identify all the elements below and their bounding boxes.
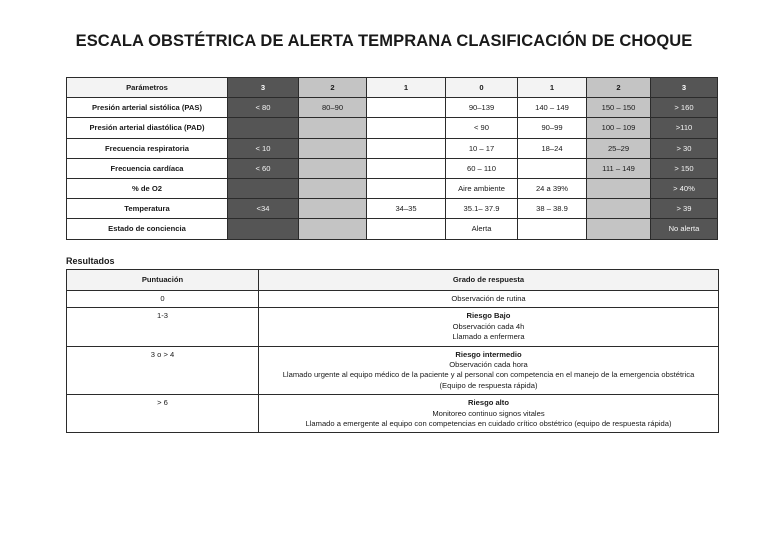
score-cell: < 90 — [446, 118, 518, 138]
score-cell: 18–24 — [518, 138, 587, 158]
response-grade — [259, 308, 719, 346]
results-row — [67, 291, 719, 308]
score-cell: 10 – 17 — [446, 138, 518, 158]
header-cell: 2 — [299, 78, 367, 98]
score-cell — [367, 138, 446, 158]
score-cell: <34 — [228, 199, 299, 219]
parameters-row — [67, 178, 718, 198]
score-cell: < 80 — [228, 98, 299, 118]
parameter-label: Presión arterial sistólica (PAS) — [67, 98, 228, 118]
score-cell: < 10 — [228, 138, 299, 158]
score-cell — [228, 118, 299, 138]
response-line: Observación de rutina — [451, 294, 526, 303]
score-cell: > 150 — [651, 158, 718, 178]
score-cell — [587, 178, 651, 198]
score-cell — [518, 219, 587, 239]
score-cell — [299, 118, 367, 138]
response-grade — [259, 346, 719, 395]
score-cell — [299, 199, 367, 219]
score-cell: < 60 — [228, 158, 299, 178]
score-cell — [299, 219, 367, 239]
results-title: Resultados — [66, 256, 115, 266]
header-cell: 3 — [651, 78, 718, 98]
response-line: Llamado urgente al equipo médico de la paciente y al personal con competencia en el manejo de la emergencia obstétrica — [282, 370, 695, 380]
score-cell: > 30 — [651, 138, 718, 158]
score-cell: 34–35 — [367, 199, 446, 219]
results-header-cell: Puntuación — [67, 270, 259, 291]
response-grade — [259, 395, 719, 433]
score-cell: 60 – 110 — [446, 158, 518, 178]
page-title: ESCALA OBSTÉTRICA DE ALERTA TEMPRANA CLASIFICACIÓN DE CHOQUE — [75, 32, 693, 50]
results-header-row — [67, 270, 719, 291]
score-cell: 111 – 149 — [587, 158, 651, 178]
score-cell — [299, 138, 367, 158]
risk-level: Riesgo Bajo — [466, 311, 511, 321]
header-cell: 1 — [367, 78, 446, 98]
score-cell — [587, 219, 651, 239]
score-range: 1-3 — [67, 308, 259, 346]
score-cell: > 39 — [651, 199, 718, 219]
score-cell — [367, 219, 446, 239]
parameters-table — [66, 77, 718, 240]
parameter-label: Frecuencia cardíaca — [67, 158, 228, 178]
score-cell: 140 – 149 — [518, 98, 587, 118]
score-cell: 38 – 38.9 — [518, 199, 587, 219]
parameter-label: Presión arterial diastólica (PAD) — [67, 118, 228, 138]
score-cell: 90–139 — [446, 98, 518, 118]
parameters-row — [67, 138, 718, 158]
parameters-row — [67, 199, 718, 219]
response-line: Monitoreo continuo signos vitales — [432, 408, 545, 418]
score-cell — [228, 219, 299, 239]
score-cell: 24 a 39% — [518, 178, 587, 198]
score-cell — [518, 158, 587, 178]
response-line: Llamado a enfermera — [452, 332, 525, 342]
score-cell — [367, 118, 446, 138]
header-cell: 1 — [518, 78, 587, 98]
response-line: Llamado a emergente al equipo con competencias en cuidado crítico obstétrico (equipo de respuesta rápida) — [305, 419, 672, 429]
risk-level: Riesgo alto — [468, 398, 509, 408]
score-cell: > 40% — [651, 178, 718, 198]
response-line: (Equipo de respuesta rápida) — [439, 380, 538, 390]
response-line: Observación cada hora — [449, 360, 528, 370]
results-table — [66, 269, 719, 433]
response-grade — [259, 291, 719, 308]
score-cell — [587, 199, 651, 219]
score-cell: 90–99 — [518, 118, 587, 138]
parameter-label: Frecuencia respiratoria — [67, 138, 228, 158]
score-range: 3 o > 4 — [67, 346, 259, 395]
score-cell — [228, 178, 299, 198]
header-cell: 3 — [228, 78, 299, 98]
score-cell: 35.1– 37.9 — [446, 199, 518, 219]
score-cell: No alerta — [651, 219, 718, 239]
score-cell: > 160 — [651, 98, 718, 118]
score-cell — [367, 98, 446, 118]
parameters-row — [67, 118, 718, 138]
header-cell: 2 — [587, 78, 651, 98]
score-range: > 6 — [67, 395, 259, 433]
header-cell: 0 — [446, 78, 518, 98]
score-cell: 80–90 — [299, 98, 367, 118]
header-cell: Parámetros — [67, 78, 228, 98]
results-row — [67, 308, 719, 346]
response-line: Observación cada 4h — [452, 321, 525, 331]
parameter-label: % de O2 — [67, 178, 228, 198]
score-cell — [299, 158, 367, 178]
score-range: 0 — [67, 291, 259, 308]
score-cell: >110 — [651, 118, 718, 138]
score-cell: 150 – 150 — [587, 98, 651, 118]
parameters-row — [67, 219, 718, 239]
results-row — [67, 395, 719, 433]
score-cell — [367, 158, 446, 178]
parameter-label: Estado de conciencia — [67, 219, 228, 239]
score-cell — [367, 178, 446, 198]
results-header-cell: Grado de respuesta — [259, 270, 719, 291]
score-cell: Alerta — [446, 219, 518, 239]
score-cell: Aire ambiente — [446, 178, 518, 198]
parameters-row — [67, 158, 718, 178]
parameters-header-row — [67, 78, 718, 98]
risk-level: Riesgo intermedio — [455, 349, 522, 359]
parameters-row — [67, 98, 718, 118]
score-cell: 100 – 109 — [587, 118, 651, 138]
parameter-label: Temperatura — [67, 199, 228, 219]
score-cell: 25–29 — [587, 138, 651, 158]
score-cell — [299, 178, 367, 198]
results-row — [67, 346, 719, 395]
